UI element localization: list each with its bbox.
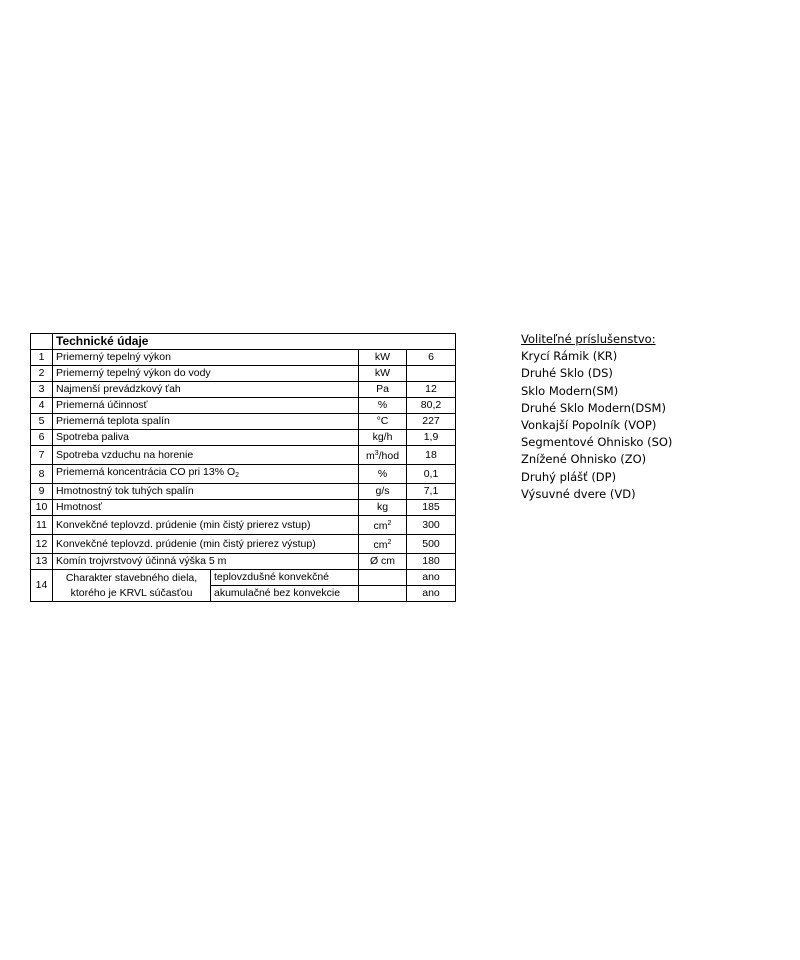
row-value: 1,9	[407, 430, 456, 446]
row-unit-text: cm	[373, 520, 388, 532]
table-row	[31, 516, 456, 535]
character-label-line2: ktorého je KRVL súčasťou	[70, 586, 193, 599]
row-number: 13	[31, 554, 53, 570]
row-number: 6	[31, 430, 53, 446]
row-unit-suffix: /hod	[378, 450, 400, 462]
row-unit: kW	[359, 350, 407, 366]
table-row	[31, 465, 456, 484]
row-label: Spotreba vzduchu na horenie	[53, 446, 359, 465]
table-row	[31, 484, 456, 500]
row-number: 2	[31, 366, 53, 382]
character-option-label: teplovzdušné konvekčné	[211, 570, 359, 586]
row-unit: %	[359, 398, 407, 414]
row-label: Hmotnostný tok tuhých spalín	[53, 484, 359, 500]
table-row	[31, 446, 456, 465]
row-value	[407, 366, 456, 382]
row-number: 5	[31, 414, 53, 430]
character-option-unit	[359, 570, 407, 586]
technical-data-table	[30, 333, 456, 602]
row-unit-text: m	[365, 450, 375, 462]
row-value: 500	[407, 535, 456, 554]
row-unit	[359, 535, 407, 554]
row-unit	[359, 446, 407, 465]
row-unit-text: °C	[376, 415, 389, 427]
row-label: Priemerná teplota spalín	[53, 414, 359, 430]
row-label: Spotreba paliva	[53, 430, 359, 446]
row-value: 7,1	[407, 484, 456, 500]
character-option-label: akumulačné bez konvekcie	[211, 586, 359, 602]
table-title-row	[31, 334, 456, 350]
table-row	[31, 570, 456, 586]
accessory-item: Druhé Sklo (DS)	[521, 366, 613, 381]
character-option-value: ano	[407, 570, 456, 586]
table-row	[31, 430, 456, 446]
row-label-subscript: 2	[235, 472, 240, 479]
row-label: Konvekčné teplovzd. prúdenie (min čistý prierez výstup)	[53, 535, 359, 554]
accessory-item: Výsuvné dvere (VD)	[521, 486, 636, 501]
construction-character-label	[53, 570, 211, 602]
table-row	[31, 414, 456, 430]
row-label: Najmenší prevádzkový ťah	[53, 382, 359, 398]
table-row	[31, 350, 456, 366]
row-unit	[359, 516, 407, 535]
accessory-item: Segmentové Ohnisko (SO)	[521, 435, 673, 450]
row-label: Priemerný tepelný výkon	[53, 350, 359, 366]
row-number: 3	[31, 382, 53, 398]
table-title: Technické údaje	[53, 334, 456, 350]
accessories-list	[521, 348, 672, 503]
row-number: 1	[31, 350, 53, 366]
row-number: 7	[31, 446, 53, 465]
row-number: 11	[31, 516, 53, 535]
row-unit: kg	[359, 500, 407, 516]
accessory-item: Sklo Modern(SM)	[521, 383, 619, 398]
title-number-cell	[31, 334, 53, 350]
row-unit: Ø cm	[359, 554, 407, 570]
row-label: Konvekčné teplovzd. prúdenie (min čistý prierez vstup)	[53, 516, 359, 535]
row-unit: %	[359, 465, 407, 484]
accessory-item: Vonkajší Popolník (VOP)	[521, 418, 657, 433]
row-value: 180	[407, 554, 456, 570]
row-unit-superscript: 2	[387, 520, 392, 527]
row-value: 227	[407, 414, 456, 430]
table-row	[31, 398, 456, 414]
row-unit: kg/h	[359, 430, 407, 446]
row-number: 9	[31, 484, 53, 500]
row-label: Hmotnosť	[53, 500, 359, 516]
character-option-unit	[359, 586, 407, 602]
row-unit: Pa	[359, 382, 407, 398]
row-number: 12	[31, 535, 53, 554]
row-number: 14	[31, 570, 53, 602]
accessory-item: Krycí Rámik (KR)	[521, 349, 618, 364]
row-label	[53, 465, 359, 484]
table-row	[31, 500, 456, 516]
accessory-item: Druhé Sklo Modern(DSM)	[521, 400, 666, 415]
row-number: 8	[31, 465, 53, 484]
row-number: 10	[31, 500, 53, 516]
accessory-item: Znížené Ohnisko (ZO)	[521, 452, 647, 467]
row-number: 4	[31, 398, 53, 414]
character-label-line1: Charakter stavebného diela,	[65, 571, 198, 584]
row-label-text: Priemerná koncentrácia CO pri 13% O	[56, 466, 236, 478]
row-unit-superscript: 2	[387, 539, 392, 546]
row-unit: kW	[359, 366, 407, 382]
row-value: 80,2	[407, 398, 456, 414]
optional-accessories	[521, 331, 672, 503]
row-unit-superscript: 3	[374, 450, 379, 457]
row-value: 12	[407, 382, 456, 398]
accessories-heading: Voliteľné príslušenstvo:	[521, 332, 656, 346]
row-label: Priemerný tepelný výkon do vody	[53, 366, 359, 382]
table-row	[31, 535, 456, 554]
row-label: Priemerná účinnosť	[53, 398, 359, 414]
row-value: 185	[407, 500, 456, 516]
table-row	[31, 382, 456, 398]
row-unit-text: cm	[373, 539, 388, 551]
row-unit: g/s	[359, 484, 407, 500]
table-row	[31, 366, 456, 382]
row-value: 6	[407, 350, 456, 366]
row-unit	[359, 414, 407, 430]
row-value: 18	[407, 446, 456, 465]
row-value: 300	[407, 516, 456, 535]
row-value: 0,1	[407, 465, 456, 484]
accessory-item: Druhý plášť (DP)	[521, 469, 617, 484]
row-label: Komín trojvrstvový účinná výška 5 m	[53, 554, 359, 570]
table-row	[31, 554, 456, 570]
character-option-value: ano	[407, 586, 456, 602]
